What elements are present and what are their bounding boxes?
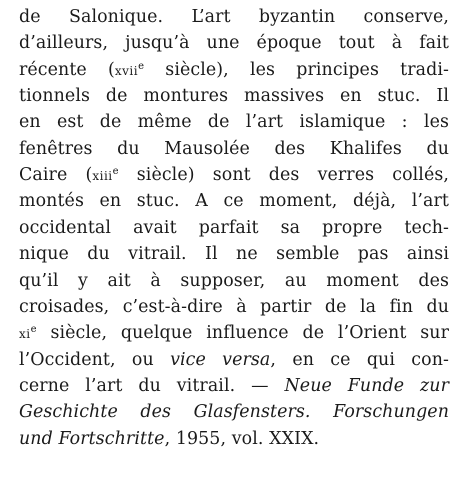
text-segment: croisades, c’est-à-dire à partir de la fin du: [19, 296, 449, 317]
superscript-text: e: [112, 166, 119, 178]
text-segment: Caire (: [19, 165, 93, 186]
text-line: [19, 188, 449, 214]
italic-text: Geschichte des Glasfensters. Forschungen: [19, 402, 449, 423]
text-segment: , 1955, vol. XXIX.: [164, 428, 320, 449]
roman-numeral-text: xi: [19, 327, 31, 342]
text-line: [19, 109, 449, 135]
text-line: [19, 215, 449, 241]
superscript-text: e: [138, 60, 145, 72]
text-segment: tionnels de montures massives en stuc. Il: [19, 86, 449, 107]
text-segment: l’Occident, ou: [19, 349, 171, 370]
text-line: [19, 373, 449, 399]
text-segment: en est de même de l’art islamique : les: [19, 112, 449, 133]
text-line: [19, 241, 449, 267]
text-line: [19, 30, 449, 56]
text-segment: occidental avait parfait sa propre tech-: [19, 217, 449, 238]
text-line: [19, 162, 449, 188]
text-line: [19, 83, 449, 109]
text-line: [19, 426, 449, 452]
text-segment: nique du vitrail. Il ne semble pas ainsi: [19, 244, 449, 265]
text-line: [19, 268, 449, 294]
text-segment: de Salonique. L’art byzantin conserve,: [19, 7, 449, 27]
italic-text: vice versa: [170, 349, 271, 370]
text-segment: siècle) sont des verres collés,: [118, 165, 450, 186]
text-line: [19, 4, 449, 30]
text-line: [19, 294, 449, 320]
text-segment: fenêtres du Mausolée des Khalifes du: [19, 138, 449, 159]
text-line: [19, 399, 449, 425]
text-segment: cerne l’art du vitrail. —: [19, 375, 285, 396]
superscript-text: e: [30, 324, 37, 336]
roman-numeral-text: xvii: [114, 63, 139, 78]
text-segment: montés en stuc. A ce moment, déjà, l’art: [19, 191, 449, 212]
text-line: [19, 57, 449, 83]
text-line: [19, 136, 449, 162]
text-segment: d’ailleurs, jusqu’à une époque tout à fait: [19, 33, 449, 54]
text-segment: qu’il y ait à supposer, au moment des: [19, 270, 449, 291]
italic-text: Neue Funde zur: [284, 375, 449, 396]
text-segment: , en ce qui con-: [270, 349, 449, 370]
text-segment: siècle, quelque influence de l’Orient sur: [36, 323, 449, 344]
text-segment: siècle), les principes tradi-: [144, 59, 449, 80]
text-line: [19, 347, 449, 373]
roman-numeral-text: xiii: [92, 169, 113, 184]
text-segment: récente (: [19, 59, 115, 80]
italic-text: und Fortschritte: [19, 428, 165, 449]
text-line: [19, 320, 449, 346]
